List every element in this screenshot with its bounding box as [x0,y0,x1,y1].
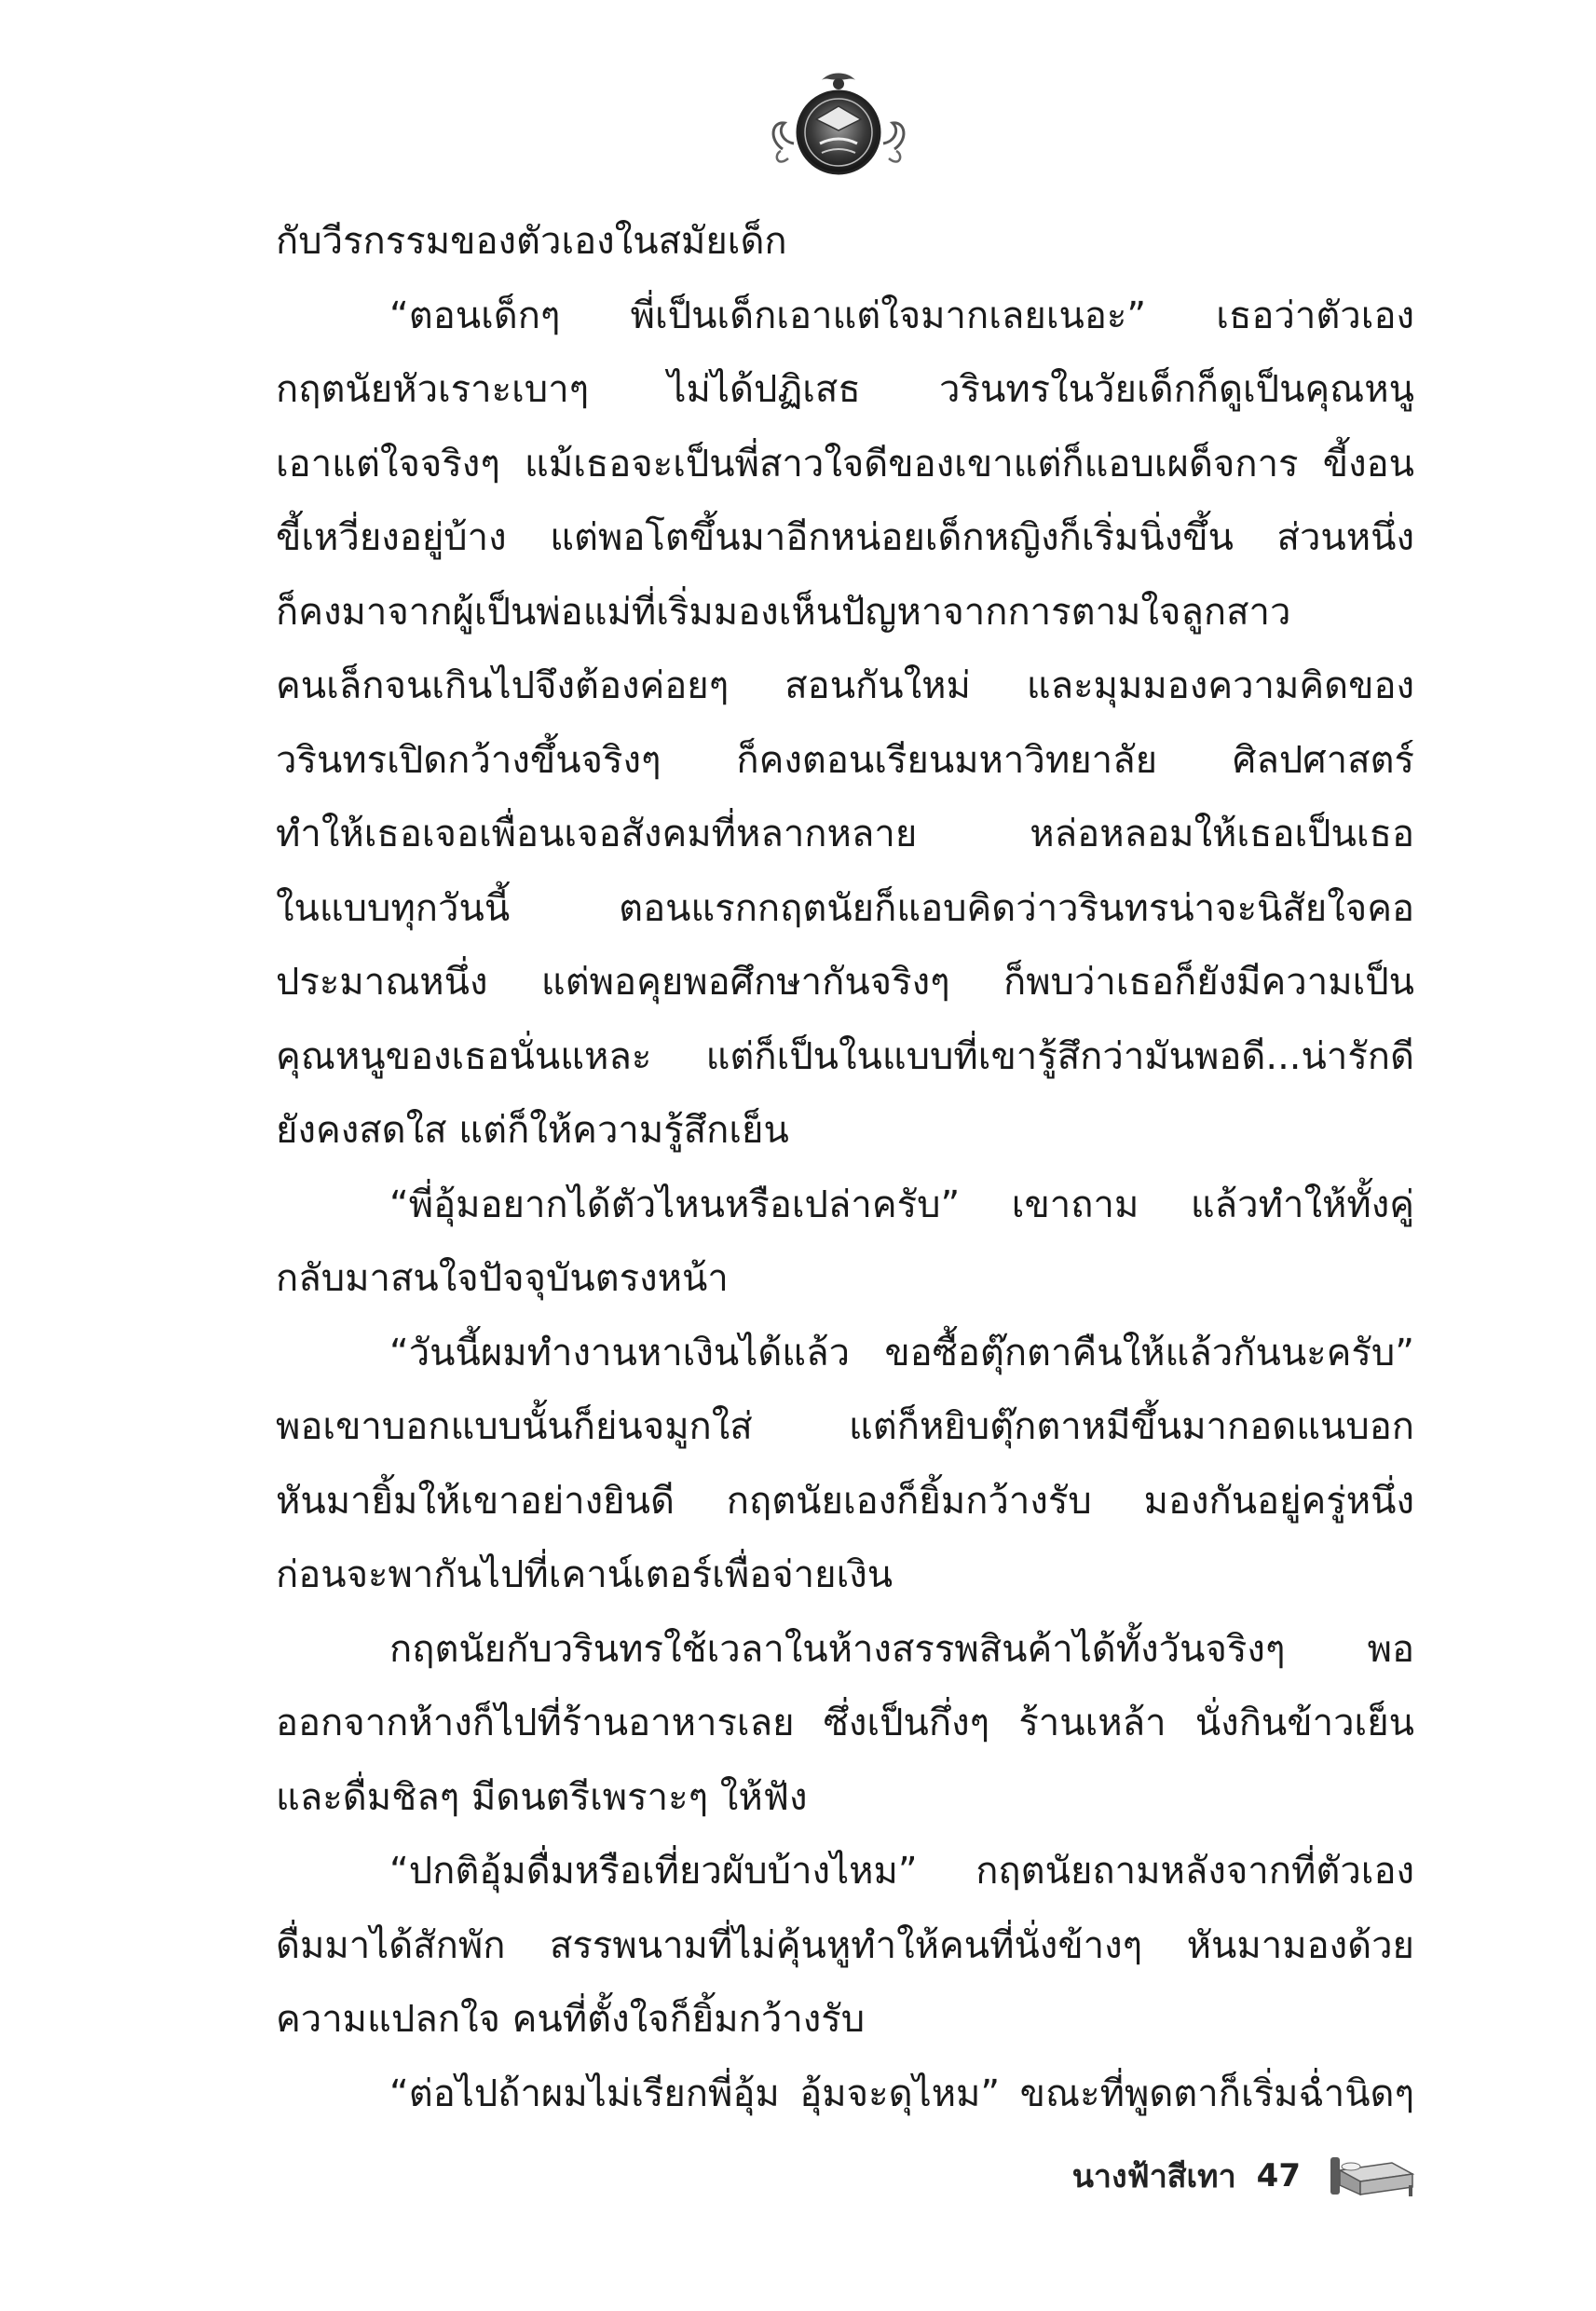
text-line: “ตอนเด็กๆ พี่เป็นเด็กเอาแต่ใจมากเลยเนอะ” เธอว่าตัวเอง [389,294,1414,337]
text-line: กฤตนัยหัวเราะเบาๆ ไม่ได้ปฏิเสธ วรินทรในวัยเด็กก็ดูเป็นคุณหนู [276,368,1414,411]
text-line: “พี่อุ้มอยากได้ตัวไหนหรือเปล่าครับ” เขาถาม แล้วทำให้ทั้งคู่ [389,1183,1414,1226]
text-line: ความแปลกใจ คนที่ตั้งใจก็ยิ้มกว้างรับ [276,1998,866,2041]
text-line: ดื่มมาได้สักพัก สรรพนามที่ไม่คุ้นหูทำให้คนที่นั่งข้างๆ หันมามองด้วย [276,1923,1414,1967]
text-line: ขี้เหวี่ยงอยู่บ้าง แต่พอโตขึ้นมาอีกหน่อยเด็กหญิงก็เริ่มนิ่งขึ้น ส่วนหนึ่ง [276,516,1414,559]
text-line: ก็คงมาจากผู้เป็นพ่อแม่ที่เริ่มมองเห็นปัญหาจากการตามใจลูกสาว [276,590,1291,634]
text-line: กฤตนัยกับวรินทรใช้เวลาในห้างสรรพสินค้าได้ทั้งวันจริงๆ พอ [389,1627,1414,1671]
text-line: ในแบบทุกวันนี้ ตอนแรกกฤตนัยก็แอบคิดว่าวรินทรน่าจะนิสัยใจคอ [276,886,1414,930]
text-line: ก่อนจะพากันไปที่เคาน์เตอร์เพื่อจ่ายเงิน [276,1553,893,1596]
body-text [276,205,1414,2131]
text-line: “ต่อไปถ้าผมไม่เรียกพี่อุ้ม อุ้มจะดุไหม” ขณะที่พูดตาก็เริ่มฉ่ำนิดๆ [389,2072,1414,2115]
text-line: “วันนี้ผมทำงานหาเงินได้แล้ว ขอซื้อตุ๊กตาคืนให้แล้วกันนะครับ” [389,1331,1414,1374]
text-line: กับวีรกรรมของตัวเองในสมัยเด็ก [276,220,787,263]
book-title: นางฟ้าสีเทา [1071,2158,1236,2195]
text-line: พอเขาบอกแบบนั้นก็ย่นจมูกใส่ แต่ก็หยิบตุ๊กตาหมีขึ้นมากอดแนบอก [276,1405,1414,1448]
text-line: ทำให้เธอเจอเพื่อนเจอสังคมที่หลากหลาย หล่อหลอมให้เธอเป็นเธอ [276,813,1414,855]
text-line: กลับมาสนใจปัจจุบันตรงหน้า [276,1257,729,1300]
page-number: 47 [1256,2157,1301,2195]
text-line: ออกจากห้างก็ไปที่ร้านอาหารเลย ซึ่งเป็นกึ่งๆ ร้านเหล้า นั่งกินข้าวเย็น [276,1702,1414,1744]
text-line: และดื่มชิลๆ มีดนตรีเพราะๆ ให้ฟัง [276,1775,808,1819]
text-line: ยังคงสดใส แต่ก็ให้ความรู้สึกเย็น [276,1109,789,1152]
text-line: คนเล็กจนเกินไปจึงต้องค่อยๆ สอนกันใหม่ และมุมมองความคิดของ [276,664,1414,707]
text-line: ประมาณหนึ่ง แต่พอคุยพอศึกษากันจริงๆ ก็พบว่าเธอก็ยังมีความเป็น [276,961,1414,1004]
text-line: คุณหนูของเธอนั่นแหละ แต่ก็เป็นในแบบที่เขารู้สึกว่ามันพอดี...น่ารักดี [276,1034,1414,1078]
text-line: วรินทรเปิดกว้างขึ้นจริงๆ ก็คงตอนเรียนมหาวิทยาลัย ศิลปศาสตร์ [276,738,1414,782]
page-footer [932,2143,1416,2208]
bed-icon [1327,2150,1416,2202]
text-line: หันมายิ้มให้เขาอย่างยินดี กฤตนัยเองก็ยิ้มกว้างรับ มองกันอยู่ครู่หนึ่ง [276,1479,1414,1523]
text-line: “ปกติอุ้มดื่มหรือเที่ยวผับบ้างไหม” กฤตนัยถามหลังจากที่ตัวเอง [389,1850,1414,1893]
ornamental-emblem-icon [764,65,913,186]
text-line: เอาแต่ใจจริงๆ แม้เธอจะเป็นพี่สาวใจดีของเขาแต่ก็แอบเผด็จการ ขี้งอน [276,442,1414,485]
